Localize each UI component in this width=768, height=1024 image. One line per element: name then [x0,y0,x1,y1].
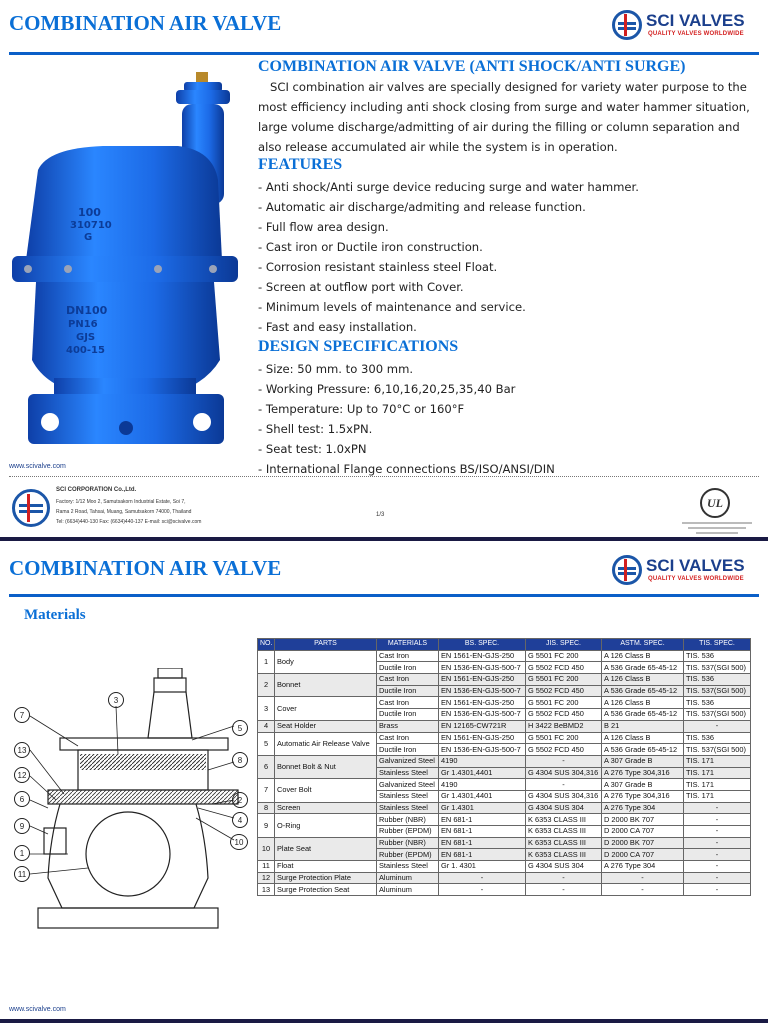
table-cell: A 536 Grade 65-45-12 [602,709,684,721]
brand-tagline: QUALITY VALVES WORLDWIDE [648,31,744,37]
table-cell: - [602,884,684,896]
table-cell: G 5502 FCD 450 [526,709,602,721]
table-cell: G 5502 FCD 450 [526,685,602,697]
website-link[interactable]: www.scivalve.com [9,463,66,470]
table-cell: A 536 Grade 65-45-12 [602,685,684,697]
table-cell: Gr 1.4301,4401 [439,790,526,802]
list-item: - Working Pressure: 6,10,16,20,25,35,40 Bar [258,382,516,396]
cell-no: 8 [258,802,275,814]
valve-photo [8,60,243,456]
cell-part: Surge Protection Plate [275,872,377,884]
callout: 2 [232,792,248,808]
callout: 5 [232,720,248,736]
table-row [258,674,751,686]
table-cell: A 126 Class B [602,674,684,686]
list-item: - Temperature: Up to 70°C or 160°F [258,402,465,416]
company-logo-icon [12,489,50,527]
list-item: - Fast and easy installation. [258,320,417,334]
logo-mark-icon [612,555,642,585]
table-cell: A 126 Class B [602,650,684,662]
table-cell: Cast Iron [377,697,439,709]
table-cell: G 5501 FC 200 [526,732,602,744]
cell-part: O-Ring [275,814,377,837]
callout: 12 [14,767,30,783]
table-row [258,861,751,873]
cell-no: 10 [258,837,275,860]
table-cell: EN 1561-EN-GJS-250 [439,697,526,709]
table-cell: G 5502 FCD 450 [526,662,602,674]
table-cell: Stainless Steel [377,767,439,779]
cell-no: 11 [258,861,275,873]
table-cell: D 2000 CA 707 [602,849,684,861]
list-item: - Seat test: 1.0xPN [258,442,367,456]
table-cell: TIS. 536 [684,674,751,686]
table-cell: EN 1536-EN-GJS-500-7 [439,709,526,721]
column-header: TIS. SPEC. [684,639,751,651]
table-cell: A 276 Type 304,316 [602,767,684,779]
table-cell: Rubber (NBR) [377,814,439,826]
table-cell: A 536 Grade 65-45-12 [602,744,684,756]
design-heading: DESIGN SPECIFICATIONS [258,338,459,355]
table-cell: Gr 1. 4301 [439,861,526,873]
table-cell: A 126 Class B [602,732,684,744]
casting-mark: 310710 [70,220,112,231]
table-cell: - [684,826,751,838]
cell-no: 12 [258,872,275,884]
table-cell: D 2000 BK 707 [602,837,684,849]
casting-mark: 400-15 [66,345,105,356]
table-cell: A 276 Type 304,316 [602,790,684,802]
table-cell: G 4304 SUS 304 [526,802,602,814]
list-item: - Screen at outflow port with Cover. [258,280,464,294]
table-cell: Galvanized Steel [377,779,439,791]
callout: 7 [14,707,30,723]
page2-title: COMBINATION AIR VALVE [9,556,282,580]
table-cell: - [684,720,751,732]
table-cell: TIS. 537(SGI 500) [684,709,751,721]
page1-title: COMBINATION AIR VALVE [9,11,282,35]
features-heading: FEATURES [258,156,343,173]
table-cell: EN 1561-EN-GJS-250 [439,732,526,744]
table-cell: Rubber (EPDM) [377,849,439,861]
table-cell: - [684,849,751,861]
casting-mark: 100 [78,206,101,219]
brand-tagline: QUALITY VALVES WORLDWIDE [648,576,744,582]
table-row [258,755,751,767]
design-list [258,359,555,479]
table-cell: Cast Iron [377,732,439,744]
cell-part: Screen [275,802,377,814]
table-cell: TIS. 536 [684,697,751,709]
brand-name: SCI VALVES [646,556,745,575]
cell-part: Bonnet [275,674,377,697]
table-cell: - [684,872,751,884]
table-cell: TIS. 171 [684,767,751,779]
table-cell: G 4304 SUS 304,316 [526,767,602,779]
table-cell: EN 681-1 [439,826,526,838]
column-header: MATERIALS [377,639,439,651]
table-cell: Brass [377,720,439,732]
table-cell: - [684,884,751,896]
table-cell: - [602,872,684,884]
cell-no: 2 [258,674,275,697]
list-item: - Automatic air discharge/admiting and release function. [258,200,586,214]
table-cell: 4190 [439,755,526,767]
table-cell: Aluminum [377,872,439,884]
intro-paragraph: SCI combination air valves are specially designed for variety water purpose to the most efficiency including anti shock closing from surge and water hammer situation, large volume discharge/admitting of air during the filling or column separation and also release accumulated air while the system is in operation. [258,80,750,154]
table-cell: A 126 Class B [602,697,684,709]
materials-table [257,638,751,896]
company-name: SCI CORPORATION Co.,Ltd. [56,487,137,493]
table-cell: - [526,884,602,896]
table-cell: TIS. 536 [684,650,751,662]
casting-mark: PN16 [68,319,98,330]
list-item: - Shell test: 1.5xPN. [258,422,373,436]
table-cell: G 4304 SUS 304,316 [526,790,602,802]
table-cell: TIS. 171 [684,755,751,767]
cell-no: 6 [258,755,275,778]
table-row [258,837,751,849]
column-header: NO. [258,639,275,651]
table-cell: TIS. 171 [684,790,751,802]
callout: 6 [14,791,30,807]
table-row [258,884,751,896]
table-cell: Rubber (NBR) [377,837,439,849]
table-cell: - [526,755,602,767]
table-cell: Ductile Iron [377,685,439,697]
cell-no: 7 [258,779,275,802]
column-header: JIS. SPEC. [526,639,602,651]
features-list [258,177,639,337]
table-cell: EN 681-1 [439,837,526,849]
table-cell: K 6353 CLASS III [526,837,602,849]
table-cell: TIS. 537(SGI 500) [684,744,751,756]
table-cell: TIS. 537(SGI 500) [684,685,751,697]
table-cell: EN 1536-EN-GJS-500-7 [439,685,526,697]
list-item: - Minimum levels of maintenance and service. [258,300,526,314]
table-cell: EN 1561-EN-GJS-250 [439,650,526,662]
table-cell: Stainless Steel [377,861,439,873]
table-cell: Cast Iron [377,650,439,662]
cell-no: 5 [258,732,275,755]
casting-mark: G [84,232,93,243]
cell-no: 3 [258,697,275,720]
cell-part: Float [275,861,377,873]
table-cell: B 21 [602,720,684,732]
list-item: - Full flow area design. [258,220,389,234]
header-rule-2 [9,594,759,597]
company-address-1: Factory: 1/12 Moo 2, Samutsakorn Industrial Estate, Soi 7, [56,499,186,505]
callout: 10 [230,834,248,850]
callout: 8 [232,752,248,768]
list-item: - Anti shock/Anti surge device reducing surge and water hammer. [258,180,639,194]
table-cell: D 2000 CA 707 [602,826,684,838]
cell-no: 13 [258,884,275,896]
callout: 13 [14,742,30,758]
table-header-row [258,639,751,651]
list-item: - Cast iron or Ductile iron construction. [258,240,483,254]
table-cell: EN 12165-CW721R [439,720,526,732]
logo-mark-icon [612,10,642,40]
table-row [258,650,751,662]
cell-part: Cover [275,697,377,720]
table-cell: Cast Iron [377,674,439,686]
footer-divider [9,476,759,477]
table-cell: D 2000 BK 707 [602,814,684,826]
table-cell: Gr 1.4301 [439,802,526,814]
table-cell: H 3422 BeBMD2 [526,720,602,732]
cell-part: Plate Seat [275,837,377,860]
table-cell: TIS. 171 [684,779,751,791]
table-cell: - [526,872,602,884]
callout: 1 [14,845,30,861]
materials-table-body [258,650,751,895]
brand-name: SCI VALVES [646,11,745,30]
table-cell: G 5501 FC 200 [526,674,602,686]
table-cell: G 4304 SUS 304 [526,861,602,873]
table-row [258,802,751,814]
casting-mark: GJS [76,332,96,343]
cell-no: 1 [258,650,275,673]
table-cell: 4190 [439,779,526,791]
table-cell: Aluminum [377,884,439,896]
callout: 4 [232,812,248,828]
table-cell: Gr 1.4301,4401 [439,767,526,779]
table-cell: Ductile Iron [377,662,439,674]
table-cell: - [684,861,751,873]
table-cell: Rubber (EPDM) [377,826,439,838]
table-cell: TIS. 537(SGI 500) [684,662,751,674]
casting-mark: DN100 [66,304,108,317]
page-number: 1/3 [376,512,385,518]
cell-part: Automatic Air Release Valve [275,732,377,755]
table-cell: - [439,872,526,884]
callout: 9 [14,818,30,834]
table-cell: G 5502 FCD 450 [526,744,602,756]
column-header: PARTS [275,639,377,651]
table-cell: Stainless Steel [377,802,439,814]
page2-footer-bar [0,1019,768,1023]
list-item: - Corrosion resistant stainless steel Float. [258,260,498,274]
list-item: - Size: 50 mm. to 300 mm. [258,362,414,376]
callout: 11 [14,866,30,882]
table-cell: EN 681-1 [439,849,526,861]
table-cell: TIS. 536 [684,732,751,744]
table-row [258,720,751,732]
callout: 3 [108,692,124,708]
cell-no: 9 [258,814,275,837]
product-subtitle: COMBINATION AIR VALVE (ANTI SHOCK/ANTI SURGE) [258,58,686,75]
table-cell: K 6353 CLASS III [526,814,602,826]
table-row [258,697,751,709]
company-contact: Tel: (6634)440-130 Fax: (6634)440-137 E-mail: sci@scivalve.com [56,519,202,525]
table-cell: K 6353 CLASS III [526,849,602,861]
table-cell: Ductile Iron [377,744,439,756]
cell-part: Bonnet Bolt & Nut [275,755,377,778]
table-row [258,872,751,884]
cell-part: Cover Bolt [275,779,377,802]
table-cell: A 536 Grade 65-45-12 [602,662,684,674]
cell-part: Surge Protection Seat [275,884,377,896]
table-cell: A 276 Type 304 [602,861,684,873]
table-cell: EN 1561-EN-GJS-250 [439,674,526,686]
table-row [258,814,751,826]
cell-part: Body [275,650,377,673]
ul-certification-mark: UL [700,488,730,518]
page1-footer-bar [0,537,768,541]
table-cell: - [684,837,751,849]
valve-section-drawing [8,668,248,940]
table-cell: - [526,779,602,791]
table-cell: A 307 Grade B [602,755,684,767]
table-cell: Ductile Iron [377,709,439,721]
table-cell: A 276 Type 304 [602,802,684,814]
table-cell: G 5501 FC 200 [526,697,602,709]
table-cell: - [439,884,526,896]
materials-heading: Materials [24,607,86,623]
table-cell: K 6353 CLASS III [526,826,602,838]
column-header: ASTM. SPEC. [602,639,684,651]
table-cell: EN 681-1 [439,814,526,826]
list-item: - International Flange connections BS/ISO/ANSI/DIN [258,462,555,476]
table-cell: EN 1536-EN-GJS-500-7 [439,744,526,756]
cell-part: Seat Holder [275,720,377,732]
column-header: BS. SPEC. [439,639,526,651]
table-cell: Galvanized Steel [377,755,439,767]
company-address-2: Rama 2 Road, Tahsai, Muang, Samutsakorn 74000, Thailand [56,509,192,515]
website-link-2[interactable]: www.scivalve.com [9,1006,66,1013]
table-cell: - [684,814,751,826]
table-cell: - [684,802,751,814]
table-cell: Stainless Steel [377,790,439,802]
table-cell: A 307 Grade B [602,779,684,791]
table-row [258,779,751,791]
table-cell: EN 1536-EN-GJS-500-7 [439,662,526,674]
header-rule [9,52,759,55]
table-row [258,732,751,744]
cell-no: 4 [258,720,275,732]
table-cell: G 5501 FC 200 [526,650,602,662]
